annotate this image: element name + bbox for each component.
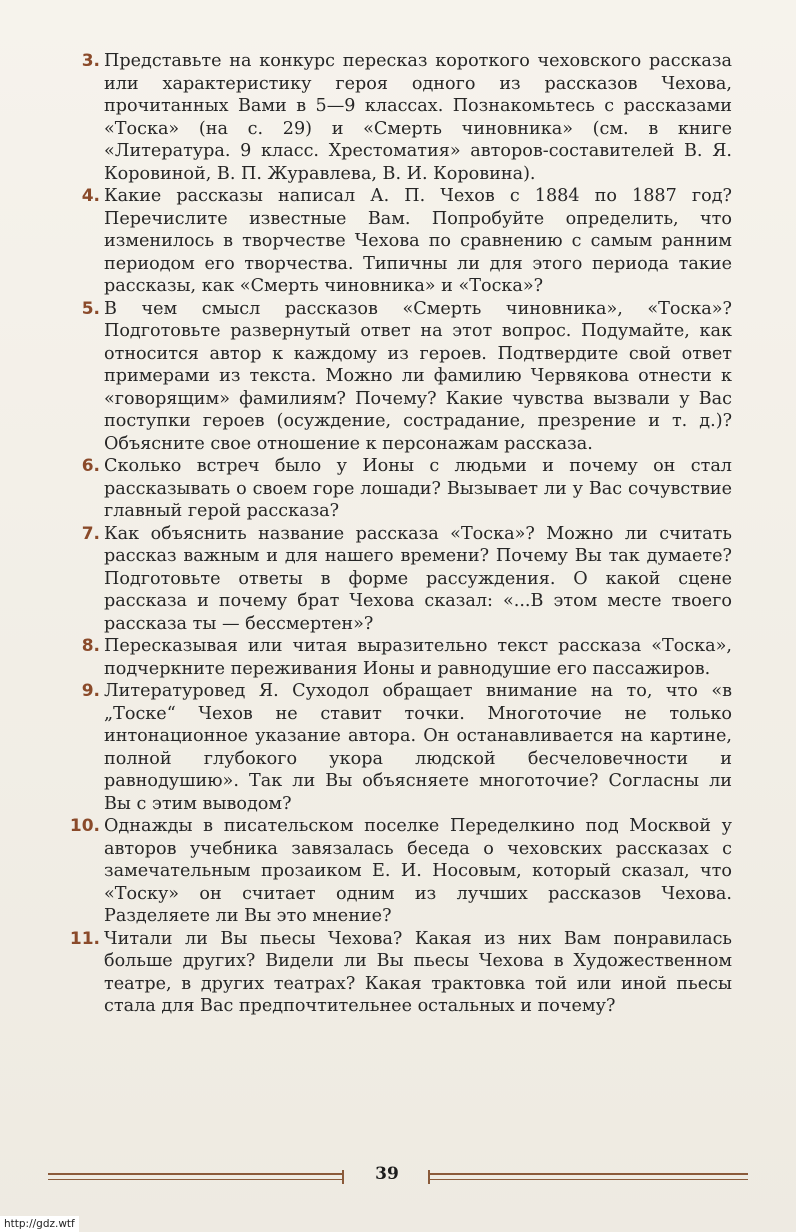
question-number: 8. xyxy=(81,636,100,656)
page-footer xyxy=(48,1163,748,1189)
question-number: 4. xyxy=(81,186,100,206)
question-text: Сколько встреч было у Ионы с людьми и почему он стал рассказывать о своем горе лошади? Вызывает ли у Вас сочувствие главный герой рассказа? xyxy=(104,456,732,521)
question-item xyxy=(70,523,732,636)
question-number: 3. xyxy=(81,51,100,71)
question-text: Литературовед Я. Суходол обращает внимание на то, что «в „Тоске“ Чехов не ставит точки. Многоточие не только интонационное указание автора. Он останавливается на картине, полной глубокого укора людской бесчеловечности и равнодушию». Так ли Вы объясняете многоточие? Согласны ли Вы с этим выводом? xyxy=(104,681,732,814)
question-number: 6. xyxy=(81,456,100,476)
question-text: В чем смысл рассказов «Смерть чиновника», «Тоска»? Подготовьте развернутый ответ на этот вопрос. Подумайте, как относится автор к каждому из героев. Подтвердите свой ответ примерами из текста. Можно ли фамилию Червякова отнести к «говорящим» фамилиям? Почему? Какие чувства вызвали у Вас поступки героев (осуждение, сострадание, презрение и т. д.)? Объясните свое отношение к персонажам рассказа. xyxy=(104,298,732,454)
question-item xyxy=(70,50,732,185)
question-text: Пересказывая или читая выразительно текст рассказа «Тоска», подчеркните переживания Ионы и равнодушие его пассажиров. xyxy=(104,636,732,679)
question-item xyxy=(70,815,732,928)
question-number: 5. xyxy=(81,298,100,319)
question-item xyxy=(70,635,732,680)
page-number: 39 xyxy=(375,1164,399,1184)
question-item xyxy=(70,185,732,298)
question-item xyxy=(70,928,732,1018)
question-number: 9. xyxy=(81,681,100,701)
question-text: Представьте на конкурс пересказ короткого чеховского рассказа или характеристику героя одного из рассказов Чехова, прочитанных Вами в 5—9 классах. Познакомьтесь с рассказами «Тоска» (на с. 29) и «Смерть чиновника» (см. в книге «Литература. 9 класс. Хрестоматия» авторов-составителей В. Я. Коровиной, В. П. Журавлева, В. И. Коровина). xyxy=(104,51,732,184)
question-text: Читали ли Вы пьесы Чехова? Какая из них Вам понравилась больше других? Видели ли Вы пьесы Чехова в Художественном театре, в других театрах? Какая трактовка той или иной пьесы стала для Вас предпочтительнее остальных и почему? xyxy=(104,928,732,1016)
question-list xyxy=(70,50,732,1018)
footer-rule-left xyxy=(48,1173,344,1180)
watermark-link[interactable]: http://gdz.wtf xyxy=(0,1216,79,1232)
footer-rule-right xyxy=(428,1173,748,1180)
question-text: Какие рассказы написал А. П. Чехов с 1884 по 1887 год? Перечислите известные Вам. Попробуйте определить, что изменилось в творчестве Чехова по сравнению с самым ранним периодом его творчества. Типичны ли для этого периода такие рассказы, как «Смерть чиновника» и «Тоска»? xyxy=(104,186,732,296)
question-number: 10. xyxy=(69,816,100,836)
question-text: Как объяснить название рассказа «Тоска»? Можно ли считать рассказ важным и для нашего времени? Почему Вы так думаете? Подготовьте ответы в форме рассуждения. О какой сцене рассказа и почему брат Чехова сказал: «...В этом месте твоего рассказа ты — бессмертен»? xyxy=(104,523,732,634)
question-item xyxy=(70,298,732,456)
question-number: 11. xyxy=(69,928,100,949)
question-number: 7. xyxy=(81,523,100,544)
question-item xyxy=(70,455,732,523)
question-item xyxy=(70,680,732,815)
question-text: Однажды в писательском поселке Переделкино под Москвой у авторов учебника завязалась беседа о чеховских рассказах с замечательным прозаиком Е. И. Носовым, который сказал, что «Тоску» он считает одним из лучших рассказов Чехова. Разделяете ли Вы это мнение? xyxy=(104,816,732,926)
